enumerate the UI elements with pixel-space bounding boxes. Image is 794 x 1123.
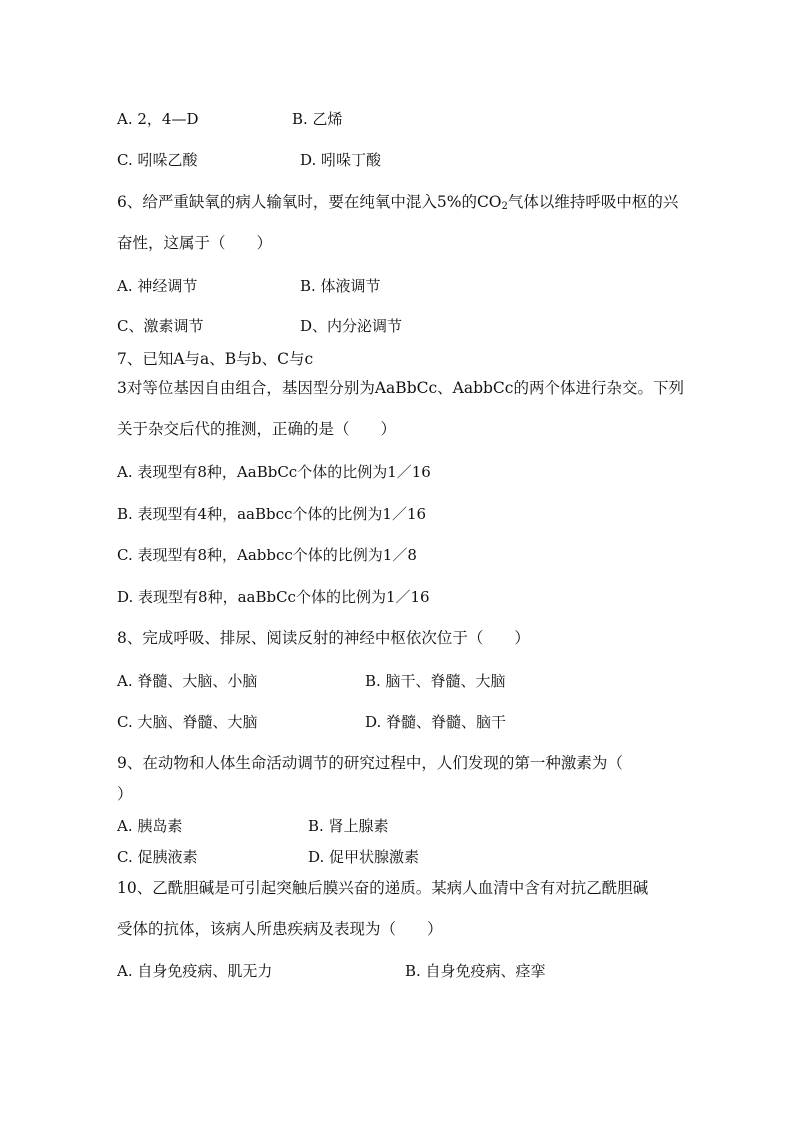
q5-option-a: A. 2，4—D — [117, 110, 199, 128]
q8-option-b: B. 脑干、脊髓、大脑 — [365, 672, 506, 690]
q9-stem-line1: 9、在动物和人体生命活动调节的研究过程中，人们发现的第一种激素为（ — [117, 754, 623, 772]
q7-option-a: A. 表现型有8种，AaBbCc个体的比例为1／16 — [117, 463, 431, 481]
q9-option-c: C. 促胰液素 — [117, 848, 198, 866]
q7-option-c: C. 表现型有8种，Aabbcc个体的比例为1／8 — [117, 546, 417, 564]
q5-option-b: B. 乙烯 — [292, 110, 343, 128]
q6-option-c: C、激素调节 — [117, 317, 204, 335]
q6-co2-subscript: 2 — [501, 201, 508, 212]
q6-stem-line1-post: 气体以维持呼吸中枢的兴 — [507, 193, 679, 211]
q10-option-a: A. 自身免疫病、肌无力 — [117, 962, 273, 980]
q7-stem-line2: 3对等位基因自由组合，基因型分别为AaBbCc、AabbCc的两个体进行杂交。下列 — [117, 379, 684, 397]
q6-stem-line1-pre: 6、给严重缺氧的病人输氧时，要在纯氧中混入5%的CO — [117, 193, 502, 211]
q8-stem: 8、完成呼吸、排尿、阅读反射的神经中枢依次位于（ ） — [117, 629, 530, 647]
q6-option-a: A. 神经调节 — [117, 277, 198, 295]
q9-option-a: A. 胰岛素 — [117, 817, 183, 835]
q5-option-d: D. 吲哚丁酸 — [300, 151, 382, 169]
q8-option-c: C. 大脑、脊髓、大脑 — [117, 713, 258, 731]
q6-stem-line2: 奋性，这属于（ ） — [117, 234, 273, 252]
q6-option-b: B. 体液调节 — [300, 277, 381, 295]
q7-stem-line1: 7、已知A与a、B与b、C与c — [117, 350, 314, 368]
q6-stem-line1 — [117, 195, 678, 212]
q10-option-b: B. 自身免疫病、痉挛 — [405, 962, 546, 980]
q7-option-d: D. 表现型有8种，aaBbCc个体的比例为1／16 — [117, 588, 430, 606]
q5-option-c: C. 吲哚乙酸 — [117, 151, 198, 169]
q10-stem-line1: 10、乙酰胆碱是可引起突触后膜兴奋的递质。某病人血清中含有对抗乙酰胆碱 — [117, 879, 649, 897]
q6-option-d: D、内分泌调节 — [300, 317, 403, 335]
q9-option-d: D. 促甲状腺激素 — [308, 848, 420, 866]
q8-option-d: D. 脊髓、脊髓、脑干 — [365, 713, 507, 731]
q7-stem-line3: 关于杂交后代的推测，正确的是（ ） — [117, 420, 397, 438]
q10-stem-line2: 受体的抗体，该病人所患疾病及表现为（ ） — [117, 920, 443, 938]
q9-stem-line2: ） — [117, 785, 133, 803]
q9-option-b: B. 肾上腺素 — [308, 817, 389, 835]
q8-option-a: A. 脊髓、大脑、小脑 — [117, 672, 258, 690]
q7-option-b: B. 表现型有4种，aaBbcc个体的比例为1／16 — [117, 505, 427, 523]
